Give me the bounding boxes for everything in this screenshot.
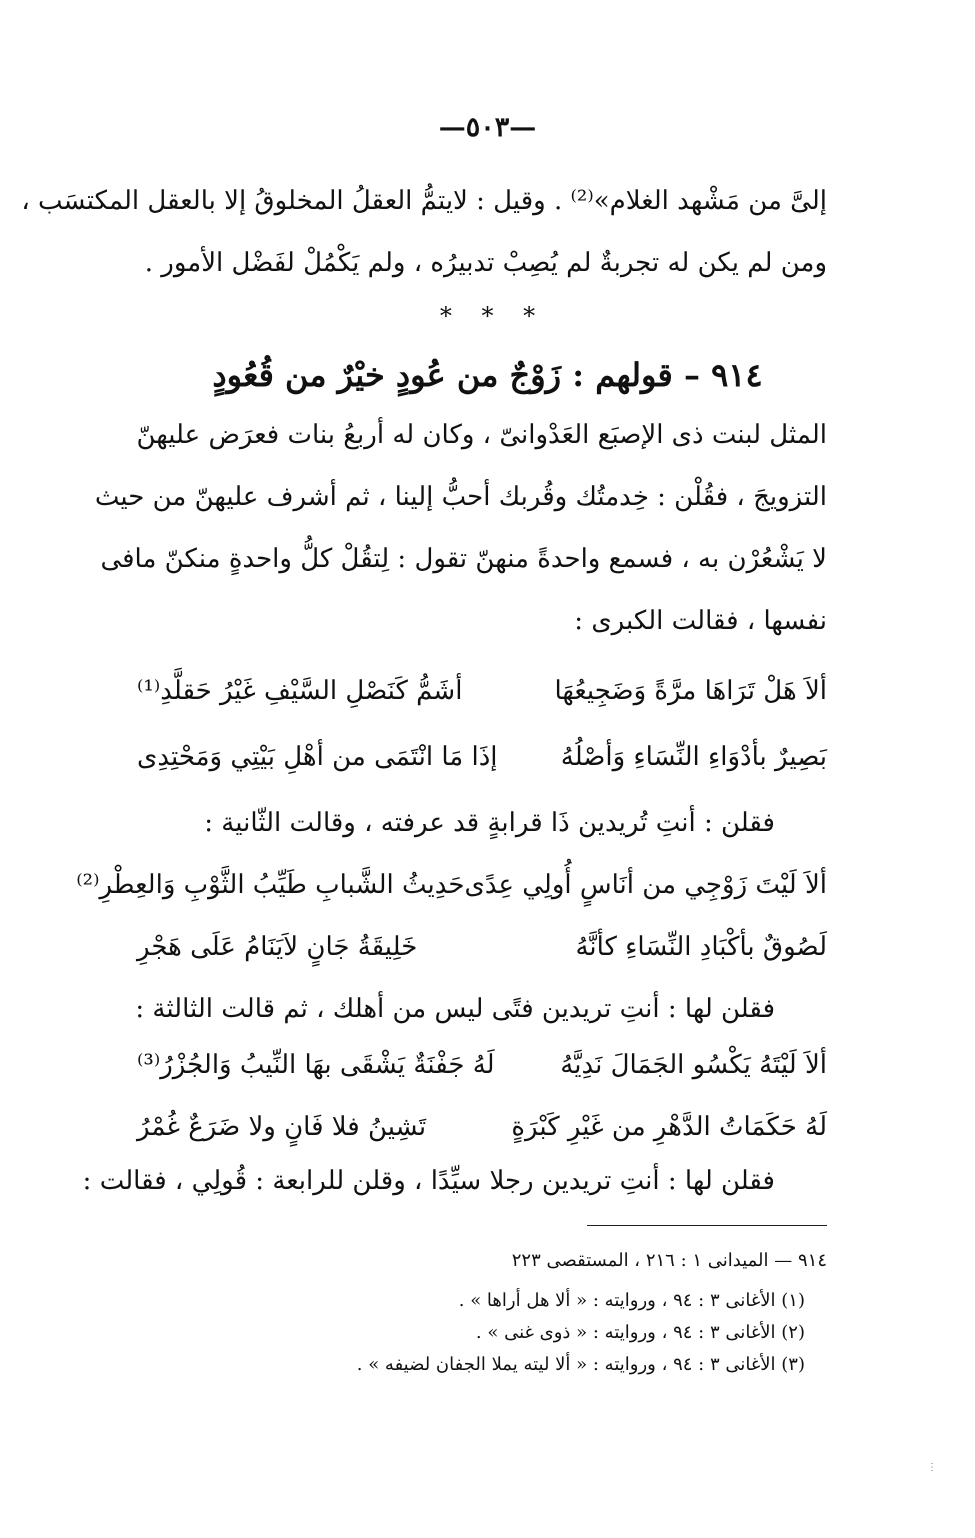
footnote: (٢) الأغانى ٣ : ٩٤ ، وروايته : « ذوى غنى » . [475,1322,805,1343]
verse-hemistich-second: حَدِيثُ الشَّبابِ طَيِّبُ الثَّوْبِ وَالعِطْرِ⁽²⁾ [76,870,465,900]
verse-hemistich-second: أشَمُّ كَنَصْلِ السَّيْفِ غَيْرُ حَقلَّدِ⁽¹⁾ [137,676,463,706]
verse-line [137,742,827,772]
verse-line [137,1112,827,1142]
verse-hemistich-first: ألاَ هَلْ تَرَاهَا مرَّةً وَضَجِيعُهَا [554,676,827,706]
intro-line: ومن لم يكن له تجربةٌ لم يُصِبْ تدبيرُه ، ولم يَكْمُلْ لفَضْل الأمور . [144,248,827,278]
verse-hemistich-second: تَشِينُ فلا فَانٍ ولا ضَرَعٌ غُمْرُ [137,1112,427,1142]
page-number: —٥٠٣— [438,112,537,143]
section-ornament: * * * [439,302,536,330]
verse-line [137,1050,827,1080]
body-line: المثل لبنت ذى الإصبَع العَدْوانىّ ، وكان له أربعُ بنات فعرَض عليهنّ [136,420,827,450]
verse-hemistich-second: إذَا مَا انْتَمَى من أهْلِ بَيْتِي وَمَحْتِدِى [137,742,498,772]
footnote: (٣) الأغانى ٣ : ٩٤ ، وروايته : « ألا ليته يملا الجفان لضيفه » . [356,1354,805,1375]
verse-hemistich-first: لَهُ حَكَمَاتُ الدَّهْرِ من غَيْرِ كَبْرَةٍ [511,1112,827,1142]
narration-line: فقلن لها : أنتِ تريدين فتًى ليس من أهلك ، ثم قالت الثالثة : [135,994,775,1024]
body-line: لا يَشْعُرْن به ، فسمع واحدةً منهنّ تقول : لِتقُلْ كلُّ واحدةٍ منكنّ مافى [100,544,827,574]
verse-hemistich-second: لَهُ جَفْنَةٌ يَشْقَى بهَا النِّيبُ وَالجُزْرُ⁽³⁾ [137,1050,495,1080]
footnote: (١) الأغانى ٣ : ٩٤ ، وروايته : « ألا هل أراها » . [458,1290,805,1311]
footnote-source: ٩١٤ — الميدانى ١ : ٢١٦ ، المستقصى ٢٢٣ [511,1250,827,1271]
body-line: التزويجَ ، فقُلْن : خِدمتُك وقُربك أحبُّ إلينا ، ثم أشرف عليهنّ من حيث [94,482,827,512]
margin-mark: ⋮ [927,1462,937,1473]
verse-line [137,676,827,706]
narration-line: فقلن لها : أنتِ تريدين رجلا سيِّدًا ، وقلن للرابعة : قُولِي ، فقالت : [82,1166,775,1196]
footnote-divider [587,1225,827,1226]
intro-line: إلىَّ من مَشْهد الغلام»⁽²⁾ . وقيل : لايتمُّ العقلُ المخلوقُ إلا بالعقل المكتسَب ، [21,186,827,216]
body-line: نفسها ، فقالت الكبرى : [574,606,827,636]
verse-hemistich-first: لَصُوقٌ بأكْبَادِ النِّسَاءِ كأنَّهُ [575,932,827,962]
verse-line [76,870,827,900]
narration-line: فقلن : أنتِ تُريدين ذَا قرابةٍ قد عرفته ، وقالت الثّانية : [204,808,775,838]
proverb-heading: ٩١٤ – قولهم : زَوْجٌ من عُودٍ خيْرٌ من قُعُودٍ [212,356,763,394]
verse-hemistich-second: خَلِيقَةُ جَانٍ لاَيَنَامُ عَلَى هَجْرِ [137,932,418,962]
verse-line [137,932,827,962]
verse-hemistich-first: ألاَ لَيْتَ زَوْجِي من أنَاسٍ أُولِي عِدًى [464,870,827,900]
verse-hemistich-first: بَصِيرٌ بأدْوَاءِ النِّسَاءِ وَأصْلُهُ [560,742,827,772]
verse-hemistich-first: ألاَ لَيْتَهُ يَكْسُو الجَمَالَ نَدِيَّهُ [560,1050,827,1080]
